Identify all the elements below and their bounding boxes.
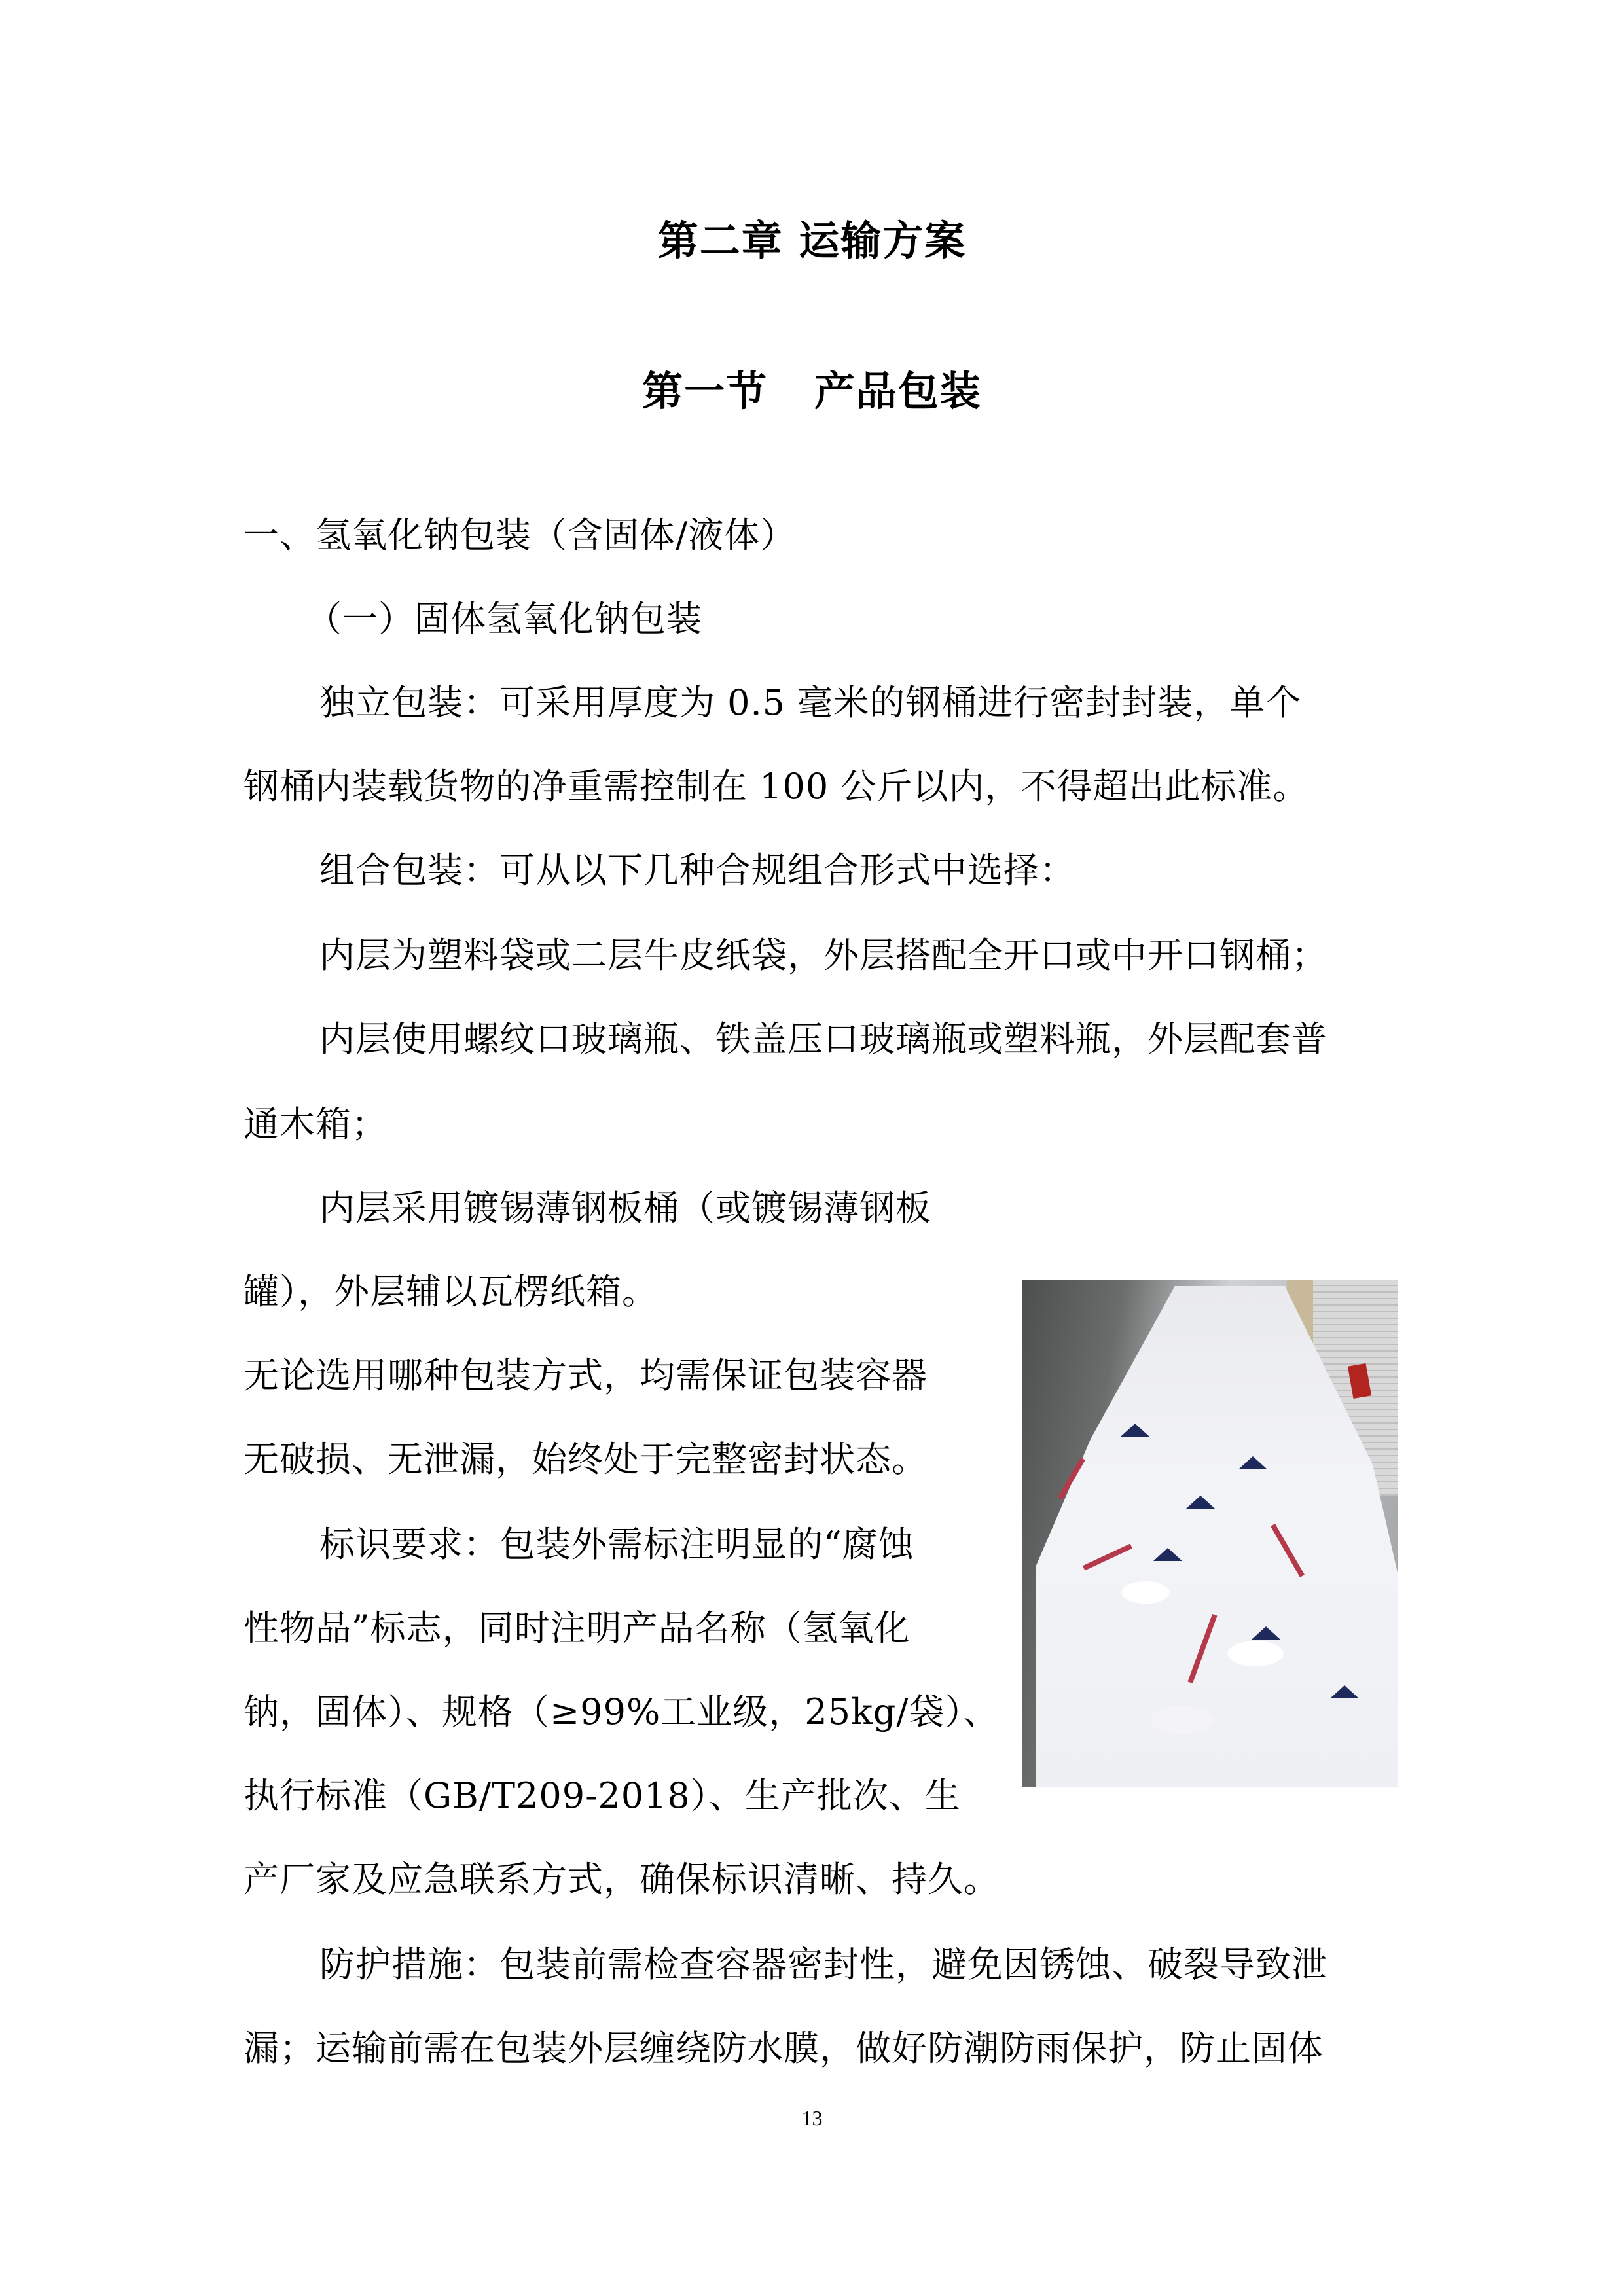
paragraph-line: 钠，固体）、规格（≥99%工业级，25kg/袋）、 — [244, 1691, 1000, 1732]
corrosive-hazard-icon — [1238, 1456, 1267, 1469]
product-photo — [1022, 1280, 1398, 1787]
corrosive-hazard-icon — [1252, 1626, 1280, 1640]
paragraph-line: 漏；运输前需在包装外层缠绕防水膜，做好防潮防雨保护，防止固体 — [244, 2028, 1324, 2069]
corrosive-hazard-icon — [1186, 1496, 1215, 1509]
section-title: 第一节 产品包装 — [642, 367, 982, 415]
heading-level-2: （一）固体氢氧化钠包装 — [306, 598, 702, 639]
paragraph-line: 内层采用镀锡薄钢板桶（或镀锡薄钢板 — [319, 1187, 931, 1229]
paragraph-line: 无破损、无泄漏，始终处于完整密封状态。 — [244, 1439, 928, 1480]
page-number: 13 — [801, 2106, 823, 2130]
paragraph-line: 无论选用哪种包装方式，均需保证包装容器 — [244, 1355, 928, 1396]
paragraph-line: 性物品”标志，同时注明产品名称（氢氧化 — [244, 1607, 911, 1649]
paragraph-line: 钢桶内装载货物的净重需控制在 100 公斤以内，不得超出此标准。 — [244, 766, 1309, 807]
chapter-title: 第二章 运输方案 — [657, 217, 967, 264]
paragraph-line: 标识要求：包装外需标注明显的“腐蚀 — [319, 1524, 914, 1565]
paragraph-line: 组合包装：可从以下几种合规组合形式中选择： — [319, 850, 1075, 891]
paragraph-line: 执行标准（GB/T209-2018）、生产批次、生 — [244, 1775, 961, 1816]
corrosive-hazard-icon — [1330, 1685, 1359, 1698]
paragraph-line: 独立包装：可采用厚度为 0.5 毫米的钢桶进行密封封装，单个 — [319, 682, 1302, 723]
corrosive-hazard-icon — [1153, 1548, 1182, 1561]
paragraph-line: 内层为塑料袋或二层牛皮纸袋，外层搭配全开口或中开口钢桶； — [319, 935, 1327, 976]
corrosive-hazard-icon — [1121, 1424, 1149, 1437]
paragraph-line: 罐），外层辅以瓦楞纸箱。 — [244, 1271, 658, 1312]
heading-level-1: 一、氢氧化钠包装（含固体/液体） — [244, 514, 797, 556]
paragraph-line: 产厂家及应急联系方式，确保标识清晰、持久。 — [244, 1859, 1000, 1900]
paragraph-line: 通木箱； — [244, 1103, 388, 1145]
paragraph-line: 内层使用螺纹口玻璃瓶、铁盖压口玻璃瓶或塑料瓶，外层配套普 — [319, 1018, 1327, 1060]
paragraph-line: 防护措施：包装前需检查容器密封性，避免因锈蚀、破裂导致泄 — [319, 1944, 1327, 1985]
